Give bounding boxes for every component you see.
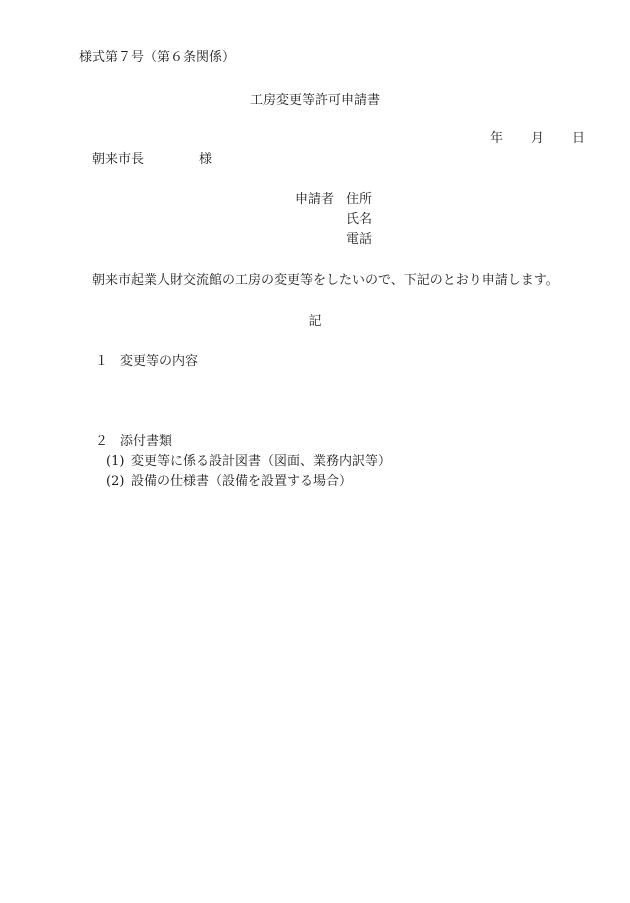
- form-number: 様式第７号（第６条関係）: [79, 50, 236, 65]
- document-title: 工房変更等許可申請書: [249, 93, 380, 108]
- applicant-address-label: 住所: [346, 192, 373, 207]
- item-title: 添付書類: [120, 434, 173, 449]
- subitem-text: 変更等に係る設計図書（図面、業務内訳等）: [131, 454, 392, 469]
- applicant-name-label: 氏名: [346, 212, 373, 227]
- item-title: 変更等の内容: [120, 354, 199, 369]
- request-sentence: 朝来市起業人財交流館の工房の変更等をしたいので、下記のとおり申請します。: [92, 273, 559, 288]
- date-day-label: 日: [572, 131, 586, 146]
- addressee-honorific: 様: [199, 152, 213, 167]
- item-number: ２: [95, 434, 109, 449]
- subitem-number: (1): [106, 454, 125, 469]
- date-year-label: 年: [490, 131, 504, 146]
- item-number: １: [95, 354, 109, 369]
- subitem-text: 設備の仕様書（設備を設置する場合）: [131, 474, 353, 489]
- subitem-number: (2): [106, 474, 125, 489]
- applicant-label: 申請者: [295, 192, 335, 207]
- notation-label: 記: [308, 314, 322, 329]
- addressee-name: 朝来市長: [92, 152, 145, 167]
- applicant-phone-label: 電話: [346, 232, 373, 247]
- date-month-label: 月: [531, 131, 545, 146]
